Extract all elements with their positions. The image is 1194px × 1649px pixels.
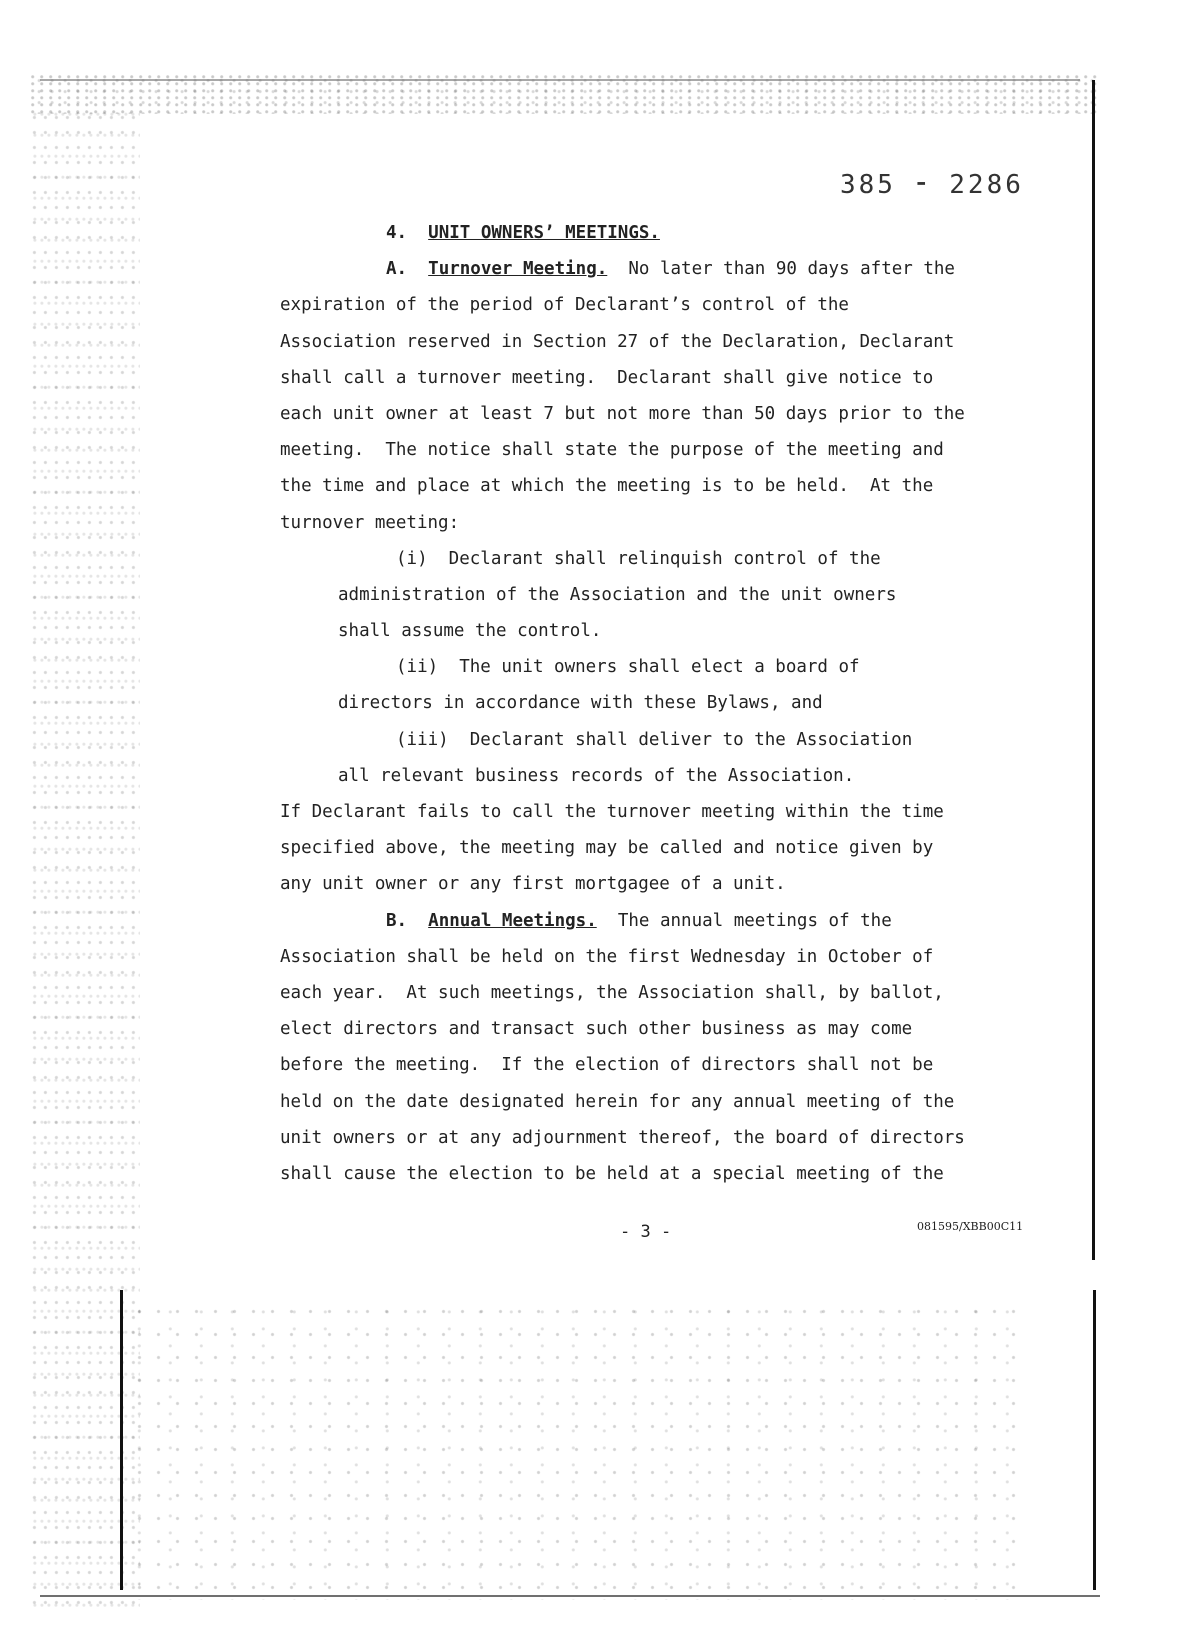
paragraph-b-line: unit owners or at any adjournment thereof, the board of directors: [280, 1127, 965, 1148]
paragraph-b-line: Association shall be held on the first Wednesday in October of: [280, 946, 934, 967]
item-i-line: shall assume the control.: [338, 621, 602, 642]
paragraph-a-line: expiration of the period of Declarant’s control of the: [280, 295, 849, 316]
scan-noise-bottom: [130, 1300, 1030, 1600]
item-ii-first-line: (ii) The unit owners shall elect a board of: [396, 657, 860, 678]
paragraph-a-line: each unit owner at least 7 but not more than 50 days prior to the: [280, 403, 965, 424]
paragraph-b-line: held on the date designated herein for any annual meeting of the: [280, 1091, 955, 1112]
page-border-right: [1092, 80, 1095, 1260]
paragraph-a-line: Association reserved in Section 27 of the Declaration, Declarant: [280, 331, 955, 352]
paragraph-a-line: the time and place at which the meeting is to be held. At the: [280, 476, 934, 497]
scan-noise-top: [30, 74, 1100, 114]
item-i-first-line: (i) Declarant shall relinquish control of the: [396, 548, 881, 569]
paragraph-a-first-line: [280, 251, 1000, 287]
paragraph-b-line: shall cause the election to be held at a special meeting of the: [280, 1163, 944, 1184]
paragraph-b-line: each year. At such meetings, the Association shall, by ballot,: [280, 982, 944, 1003]
paragraph-b-line: elect directors and transact such other business as may come: [280, 1019, 913, 1040]
after-items-line: specified above, the meeting may be called and notice given by: [280, 838, 934, 859]
paragraph-b-line: before the meeting. If the election of directors shall not be: [280, 1055, 934, 1076]
paragraph-b-label: B.: [386, 910, 408, 931]
section-title: UNIT OWNERS’ MEETINGS.: [428, 223, 660, 243]
after-items-line: any unit owner or any first mortgagee of a unit.: [280, 874, 786, 895]
page-border-right-lower: [1093, 1290, 1096, 1590]
paragraph-a-line: shall call a turnover meeting. Declarant shall give notice to: [280, 367, 934, 388]
paragraph-a-line: turnover meeting:: [280, 512, 460, 533]
item-ii-line: directors in accordance with these Bylaws, and: [338, 693, 823, 714]
item-iii-line: all relevant business records of the Association.: [338, 765, 855, 786]
footer-document-code: 081595/XBB00C11: [917, 1220, 1024, 1233]
section-number: 4.: [386, 223, 408, 243]
paragraph-a-line: meeting. The notice shall state the purpose of the meeting and: [280, 440, 944, 461]
paragraph-a-title: Turnover Meeting.: [428, 259, 608, 280]
item-i-line: administration of the Association and the unit owners: [338, 584, 897, 605]
paragraph-b-title: Annual Meetings.: [428, 910, 597, 931]
page-border-left: [120, 1290, 123, 1590]
paragraph-b-text: The annual meetings of the: [617, 910, 892, 931]
document-body: [280, 215, 1000, 1192]
scan-noise-left: [30, 110, 140, 1610]
paragraph-a-label: A.: [386, 259, 408, 280]
after-items-line: If Declarant fails to call the turnover meeting within the time: [280, 802, 944, 822]
paragraph-b-first-line: [280, 903, 1000, 939]
section-heading: [280, 215, 1000, 251]
page-number: 385 ⁃ 2286: [840, 170, 1024, 200]
paragraph-a-text: No later than 90 days after the: [628, 259, 955, 280]
page-border-bottom: [40, 1595, 1100, 1597]
footer-page-number: - 3 -: [620, 1222, 672, 1242]
item-iii-first-line: (iii) Declarant shall deliver to the Association: [396, 729, 913, 750]
